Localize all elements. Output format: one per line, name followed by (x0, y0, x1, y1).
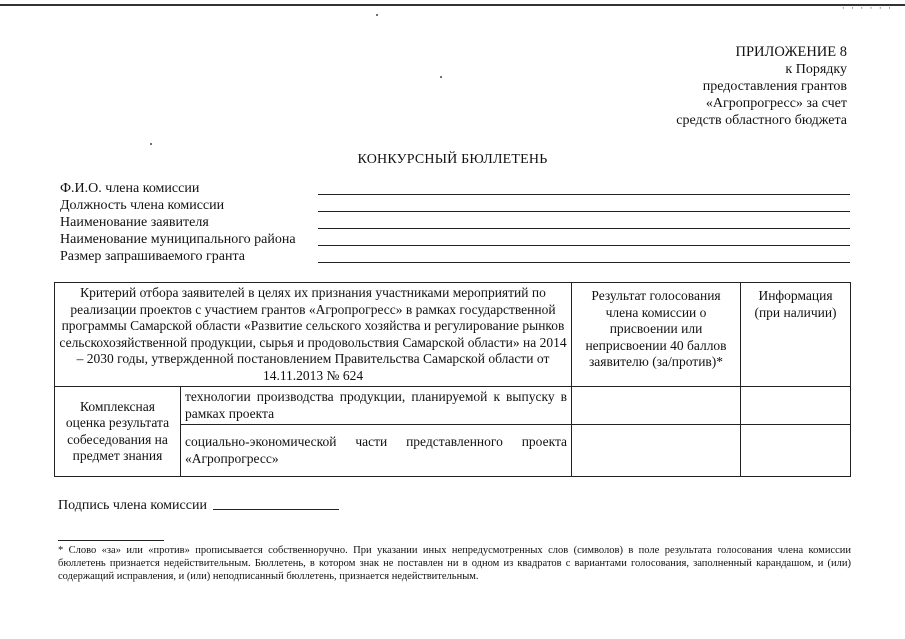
member-name-line[interactable] (318, 194, 850, 195)
document-title: КОНКУРСНЫЙ БЮЛЛЕТЕНЬ (357, 152, 548, 167)
district-name-field[interactable] (60, 231, 850, 248)
footnote-separator (58, 540, 164, 541)
info-cell-socioeconomic[interactable] (741, 425, 851, 477)
criteria-header-cell: Критерий отбора заявителей в целях их признания участниками мероприятий по реализации проектов с участием грантов «Агропрогресс» в рамках государственной программы Самарской области «Развитие сельского хозяйства и регулирование рынков сельскохозяйственной продукции, сырья и продовольствия Самарской области» на 2014 – 2030 годы, утвержденной постановлением Правительства Самарской области от 14.11.2013 № 624 (55, 283, 572, 387)
appendix-line: «Агропрогресс» за счет (705, 96, 847, 111)
member-name-field[interactable] (60, 180, 850, 197)
district-name-label: Наименование муниципального района (60, 232, 296, 247)
district-name-line[interactable] (318, 245, 850, 246)
result-header-cell: Результат голосования члена комиссии о присвоении или неприсвоении 40 баллов заявителю (за/против)* (572, 283, 741, 387)
vote-result-cell-technology[interactable] (572, 387, 741, 425)
scan-edge-marks: · · · · · · (841, 3, 893, 13)
signature-block (58, 497, 339, 514)
applicant-name-field[interactable] (60, 214, 850, 231)
scan-speck (440, 76, 442, 78)
table-row (55, 387, 851, 425)
grant-amount-label: Размер запрашиваемого гранта (60, 249, 246, 264)
vote-result-cell-socioeconomic[interactable] (572, 425, 741, 477)
criterion-technology-cell: технологии производства продукции, планируемой к выпуску в рамках проекта (181, 387, 572, 425)
member-info-fields (60, 180, 850, 265)
member-name-label: Ф.И.О. члена комиссии (60, 181, 200, 196)
scan-speck (376, 14, 378, 16)
criteria-table (54, 282, 851, 477)
appendix-line: предоставления грантов (702, 79, 847, 94)
applicant-name-label: Наименование заявителя (60, 215, 209, 230)
member-position-line[interactable] (318, 211, 850, 212)
scan-speck (150, 143, 152, 145)
complex-assessment-cell: Комплексная оценка результата собеседования на предмет знания (55, 387, 181, 477)
signature-label: Подпись члена комиссии (58, 498, 207, 513)
appendix-line: средств областного бюджета (676, 113, 847, 128)
appendix-header (676, 44, 847, 129)
signature-line[interactable] (213, 509, 339, 510)
grant-amount-field[interactable] (60, 248, 850, 265)
table-header-row (55, 283, 851, 387)
criterion-socioeconomic-cell: социально-экономической части представленного проекта «Агропрогресс» (181, 425, 572, 477)
member-position-field[interactable] (60, 197, 850, 214)
grant-amount-line[interactable] (318, 262, 850, 263)
appendix-title: ПРИЛОЖЕНИЕ 8 (735, 44, 847, 60)
info-header-cell: Информация (при наличии) (741, 283, 851, 387)
applicant-name-line[interactable] (318, 228, 850, 229)
footnote-text: * Слово «за» или «против» прописывается собственноручно. При указании иных непредусмотренных слов (символов) в поле результата голосования члена комиссии бюллетень признается недействительным. Бюллетень, в котором знак не поставлен ни в одном из квадратов с вариантами голосования, заполненный карандашом, и (или) содержащий исправления, и (или) неподписанный бюллетень, признается недействительным. (58, 545, 851, 582)
scan-top-border (0, 4, 905, 6)
info-cell-technology[interactable] (741, 387, 851, 425)
member-position-label: Должность члена комиссии (60, 198, 225, 213)
appendix-line: к Порядку (785, 62, 847, 77)
